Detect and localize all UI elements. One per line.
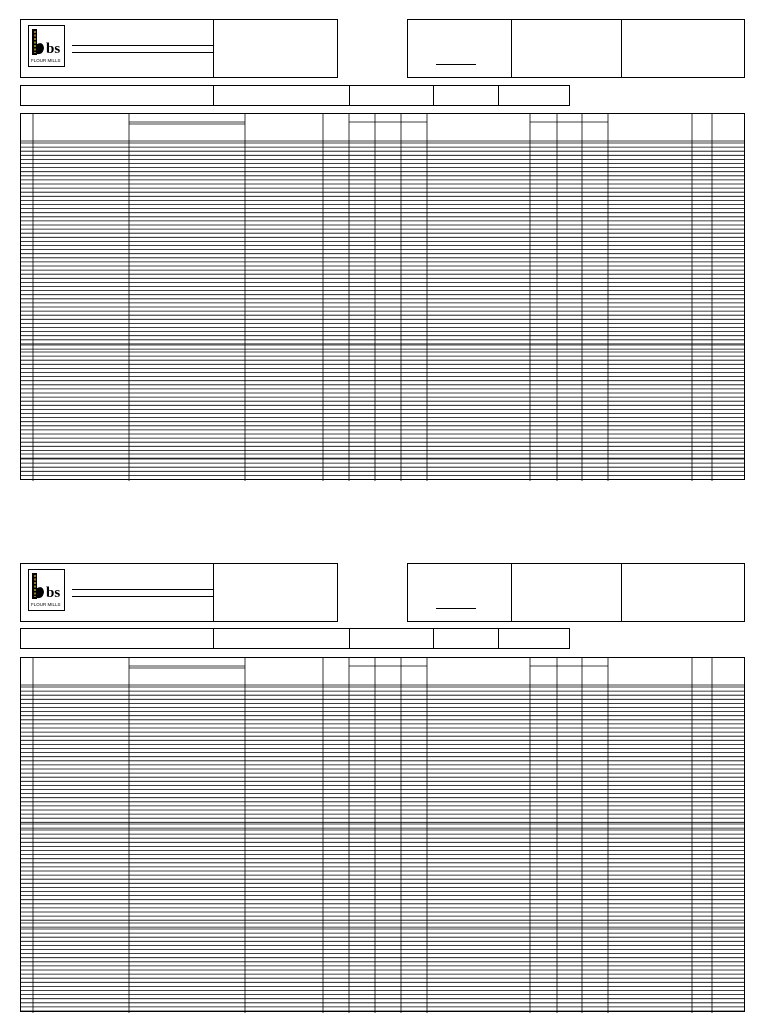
doc-number-underline xyxy=(436,608,476,609)
grid-lines-lower xyxy=(21,658,746,1013)
info-divider xyxy=(498,85,499,106)
grid-lines-upper xyxy=(21,114,746,481)
header-document-box xyxy=(407,563,745,622)
logo-caption: FLOUR MILLS xyxy=(31,602,61,607)
header-name-line-2 xyxy=(72,596,213,597)
info-row xyxy=(20,628,570,649)
info-divider xyxy=(433,628,434,649)
logo-mark-text: bs xyxy=(46,41,61,57)
header-divider xyxy=(213,19,214,78)
header-company-box xyxy=(20,563,338,622)
info-row xyxy=(20,85,570,106)
header-company-box xyxy=(20,19,338,78)
record-grid-upper xyxy=(20,113,745,480)
info-divider xyxy=(213,628,214,649)
header-doc-divider-2 xyxy=(621,19,622,78)
info-divider xyxy=(498,628,499,649)
doc-number-underline xyxy=(436,64,476,65)
info-divider xyxy=(213,85,214,106)
header-document-box xyxy=(407,19,745,78)
company-logo xyxy=(28,25,65,67)
logo-caption: FLOUR MILLS xyxy=(31,58,61,63)
header-doc-divider-2 xyxy=(621,563,622,622)
record-grid-lower xyxy=(20,657,745,1012)
info-divider xyxy=(349,628,350,649)
header-doc-divider-1 xyxy=(511,563,512,622)
header-name-line xyxy=(72,45,213,46)
company-logo xyxy=(28,569,65,611)
logo-mark-text: bs xyxy=(46,585,61,601)
header-name-line xyxy=(72,589,213,590)
header-name-line-2 xyxy=(72,52,213,53)
info-divider xyxy=(433,85,434,106)
header-divider xyxy=(213,563,214,622)
form-sheet-upper xyxy=(0,0,768,490)
header-doc-divider-1 xyxy=(511,19,512,78)
form-sheet-lower xyxy=(0,545,768,1024)
info-divider xyxy=(349,85,350,106)
